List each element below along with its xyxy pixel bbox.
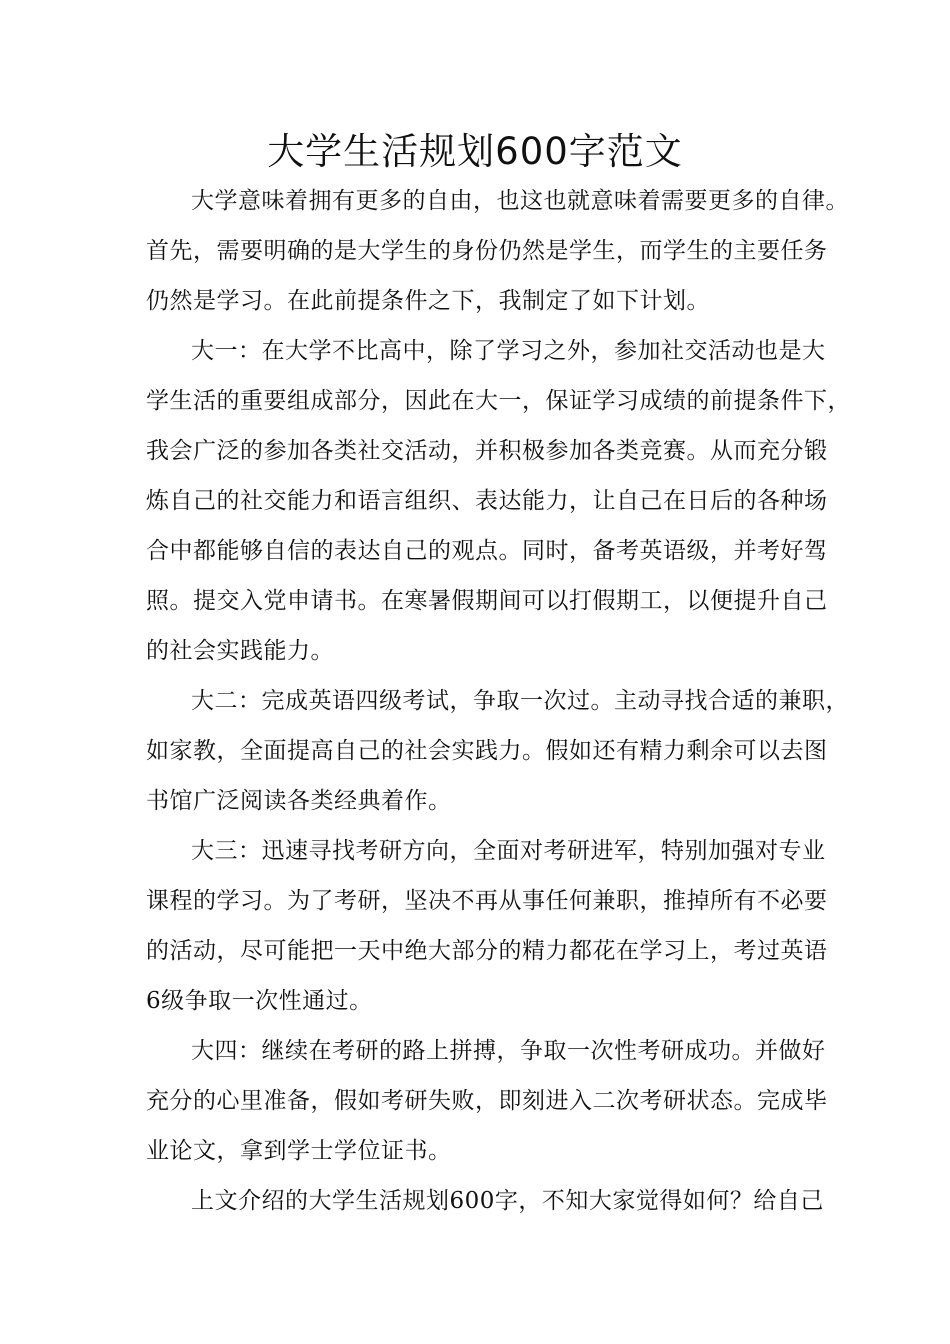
paragraph-line: 大学意味着拥有更多的自由，也这也就意味着需要更多的自律。 (191, 188, 849, 214)
paragraph-line: 炼自己的社交能力和语言组织、表达能力，让自己在日后的各种场 (146, 488, 828, 514)
paragraph-line: 仍然是学习。在此前提条件之下，我制定了如下计划。 (146, 288, 710, 314)
paragraph-line: 大二：完成英语四级考试，争取一次过。主动寻找合适的兼职， (191, 688, 849, 714)
paragraph-line: 我会广泛的参加各类社交活动，并积极参加各类竞赛。从而充分锻 (146, 438, 828, 464)
paragraph-line: 的社会实践能力。 (146, 638, 334, 664)
paragraph-line: 大三：迅速寻找考研方向，全面对考研进军，特别加强对专业 (191, 838, 826, 864)
paragraph-line: 的活动，尽可能把一天中绝大部分的精力都花在学习上，考过英语 (146, 938, 828, 964)
paragraph-line: 业论文，拿到学士学位证书。 (146, 1138, 452, 1164)
paragraph-line: 6级争取一次性通过。 (146, 988, 373, 1014)
paragraph-line: 学生活的重要组成部分，因此在大一，保证学习成绩的前提条件下， (146, 388, 851, 414)
paragraph-line: 上文介绍的大学生活规划600字，不知大家觉得如何？给自己 (191, 1188, 824, 1214)
paragraph-line: 大一：在大学不比高中，除了学习之外，参加社交活动也是大 (191, 338, 826, 364)
document-title: 大学生活规划600字范文 (267, 130, 683, 173)
paragraph-line: 课程的学习。为了考研，坚决不再从事任何兼职，推掉所有不必要 (146, 888, 828, 914)
paragraph-line: 照。提交入党申请书。在寒暑假期间可以打假期工，以便提升自己 (146, 588, 828, 614)
paragraph-line: 合中都能够自信的表达自己的观点。同时，备考英语级，并考好驾 (146, 538, 828, 564)
paragraph-line: 书馆广泛阅读各类经典着作。 (146, 788, 452, 814)
paragraph-line: 首先，需要明确的是大学生的身份仍然是学生，而学生的主要任务 (146, 238, 828, 264)
paragraph-line: 大四：继续在考研的路上拼搏，争取一次性考研成功。并做好 (191, 1038, 826, 1064)
paragraph-line: 如家教，全面提高自己的社会实践力。假如还有精力剩余可以去图 (146, 738, 828, 764)
paragraph-line: 充分的心里准备，假如考研失败，即刻进入二次考研状态。完成毕 (146, 1088, 828, 1114)
